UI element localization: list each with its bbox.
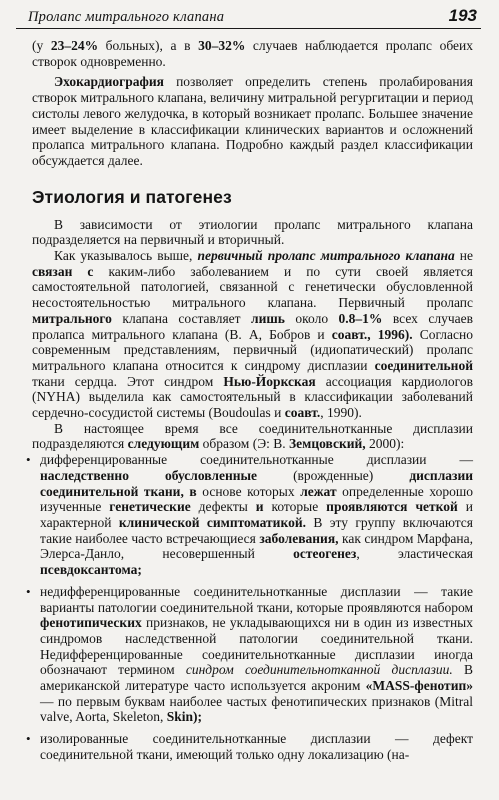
list-item: • дифференцированные соединительнотканные дисплазии — наследственно обусловленные (врожденные) дисплазии соединительной ткани, в основе которых лежат определенные хорошо изученные генетические дефекты и которые проявляются четкой и характерной клинической симптоматикой. В эту группу включаются такие наиболее часто встречающиеся заболевания, как синдром Марфана, Элерса-Данло, несовершенный остеогенез, эластическая псевдоксантома; [26, 452, 474, 578]
intro-paragraph-1: (у 23–24% больных), а в 30–32% случаев наблюдается пролапс обеих створок одновременно. [32, 38, 474, 69]
bullet-icon: • [26, 452, 31, 468]
page-body [26, 38, 474, 763]
list-item: • недифференцированные соединительнотканные дисплазии — такие варианты патологии соединительной ткани, которые проявляются набором фенотипических признаков, не укладывающихся ни в один из известных синдромов наследственной патологии соединительной ткани. Недифференцированные соединительнотканные дисплазии иногда обозначают термином синдром соединительнотканной дисплазии. В американской литературе часто используется акроним «MASS-фенотип» — по первым буквам наиболее частых фенотипических признаков (Mitral valve, Aorta, Skeleton, Skin); [26, 583, 473, 725]
bullet-icon: • [26, 731, 31, 747]
running-title: Пролапс митрального клапана [28, 9, 225, 25]
section-heading: Этиология и патогенез [32, 186, 232, 207]
list-item: • изолированные соединительнотканные дисплазии — дефект соединительной ткани, имеющий только одну локализацию (на- [26, 731, 473, 762]
bullet-icon: • [26, 583, 31, 599]
section-paragraph-1: В зависимости от этиологии пролапс митрального клапана подразделяется на первичный и вторичный. [32, 216, 473, 248]
section-paragraph-3: В настоящее время все соединительнотканные дисплазии подразделяются следующим образом (Э: В. Земцовский, 2000): [32, 420, 473, 452]
intro-paragraph-2: Эхокардиография позволяет определить степень пролабирования створок митрального клапана, величину митральной регургитации и период систолы левого желудочка, в который возникает пролапс. Большее значение имеет выделение в классификации клинических вариантов и осложнений пролапса митрального клапана. Подробно каждый раздел классификации обсуждается далее. [32, 74, 473, 168]
page-number: 193 [448, 6, 477, 25]
section-paragraph-2: Как указывалось выше, первичный пролапс митрального клапана не связан с каким-либо заболеванием и по сути своей является самостоятельной патологией, связанной с генетически обусловленной несостоятельностью митрального клапана. Первичный пролапс митрального клапана составляет лишь около 0.8–1% всех случаев пролапса митрального клапана (В. А, Бобров и соавт., 1996). Согласно современным представлениям, первичный (идиопатический) пролапс митрального клапана относится к синдрому дисплазии соединительной ткани сердца. Этот синдром Нью-Йоркская ассоциация кардиологов (NYHA) выделила как самостоятельный в классификации заболеваний сердечно-сосудистой системы (Boudoulas и соавт., 1990). [32, 248, 473, 421]
dysplasia-list [26, 452, 474, 762]
running-header [16, 6, 481, 29]
